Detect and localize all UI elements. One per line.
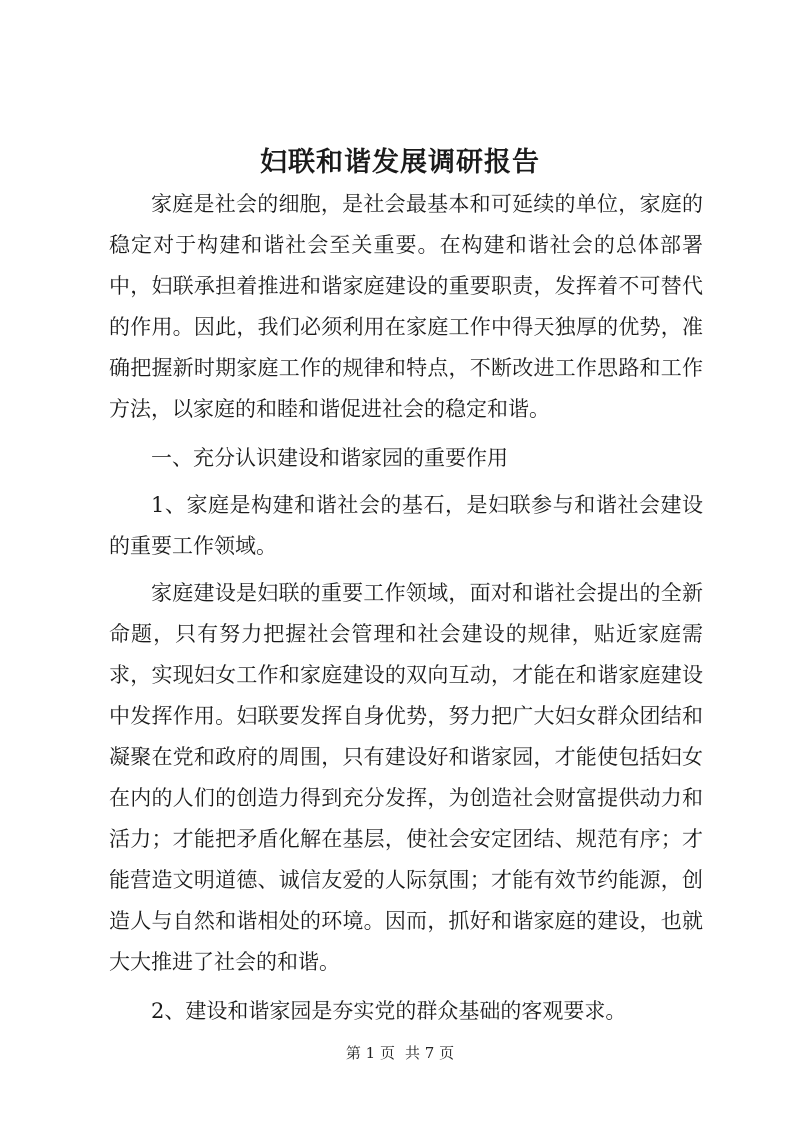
page-number: 第 1 页 xyxy=(345,1044,395,1062)
section-heading-1: 一、充分认识建设和谐家园的重要作用 xyxy=(151,446,508,470)
paragraph-intro: 家庭是社会的细胞，是社会最基本和可延续的单位，家庭的稳定对于构建和谐社会至关重要。在构建和谐社会的总体部署中，妇联承担着推进和谐家庭建设的重要职责，发挥着不可替代的作用。因此，我们必须利用在家庭工作中得天独厚的优势，准确把握新时期家庭工作的规律和特点，不断改进工作思路和工作方法，以家庭的和睦和谐促进社会的稳定和谐。 xyxy=(109,192,703,421)
document-title: 妇联和谐发展调研报告 xyxy=(260,147,540,178)
page-total: 共 7 页 xyxy=(405,1044,455,1062)
subsection-heading-1: 1、家庭是构建和谐社会的基石，是妇联参与和谐社会建设的重要工作领域。 xyxy=(109,493,703,558)
page-footer xyxy=(0,1042,800,1063)
document-body xyxy=(109,184,703,1038)
subsection-heading-2: 2、建设和谐家园是夯实党的群众基础的客观要求。 xyxy=(151,999,627,1023)
paragraph-family-building: 家庭建设是妇联的重要工作领域，面对和谐社会提出的全新命题，只有努力把握社会管理和社会建设的规律，贴近家庭需求，实现妇女工作和家庭建设的双向互动，才能在和谐家庭建设中发挥作用。妇联要发挥自身优势，努力把广大妇女群众团结和凝聚在党和政府的周围，只有建设好和谐家园，才能使包括妇女在内的人们的创造力得到充分发挥，为创造社会财富提供动力和活力；才能把矛盾化解在基层，使社会安定团结、规范有序；才能营造文明道德、诚信友爱的人际氛围；才能有效节约能源，创造人与自然和谐相处的环境。因而，抓好和谐家庭的建设，也就大大推进了社会的和谐。 xyxy=(109,581,703,974)
